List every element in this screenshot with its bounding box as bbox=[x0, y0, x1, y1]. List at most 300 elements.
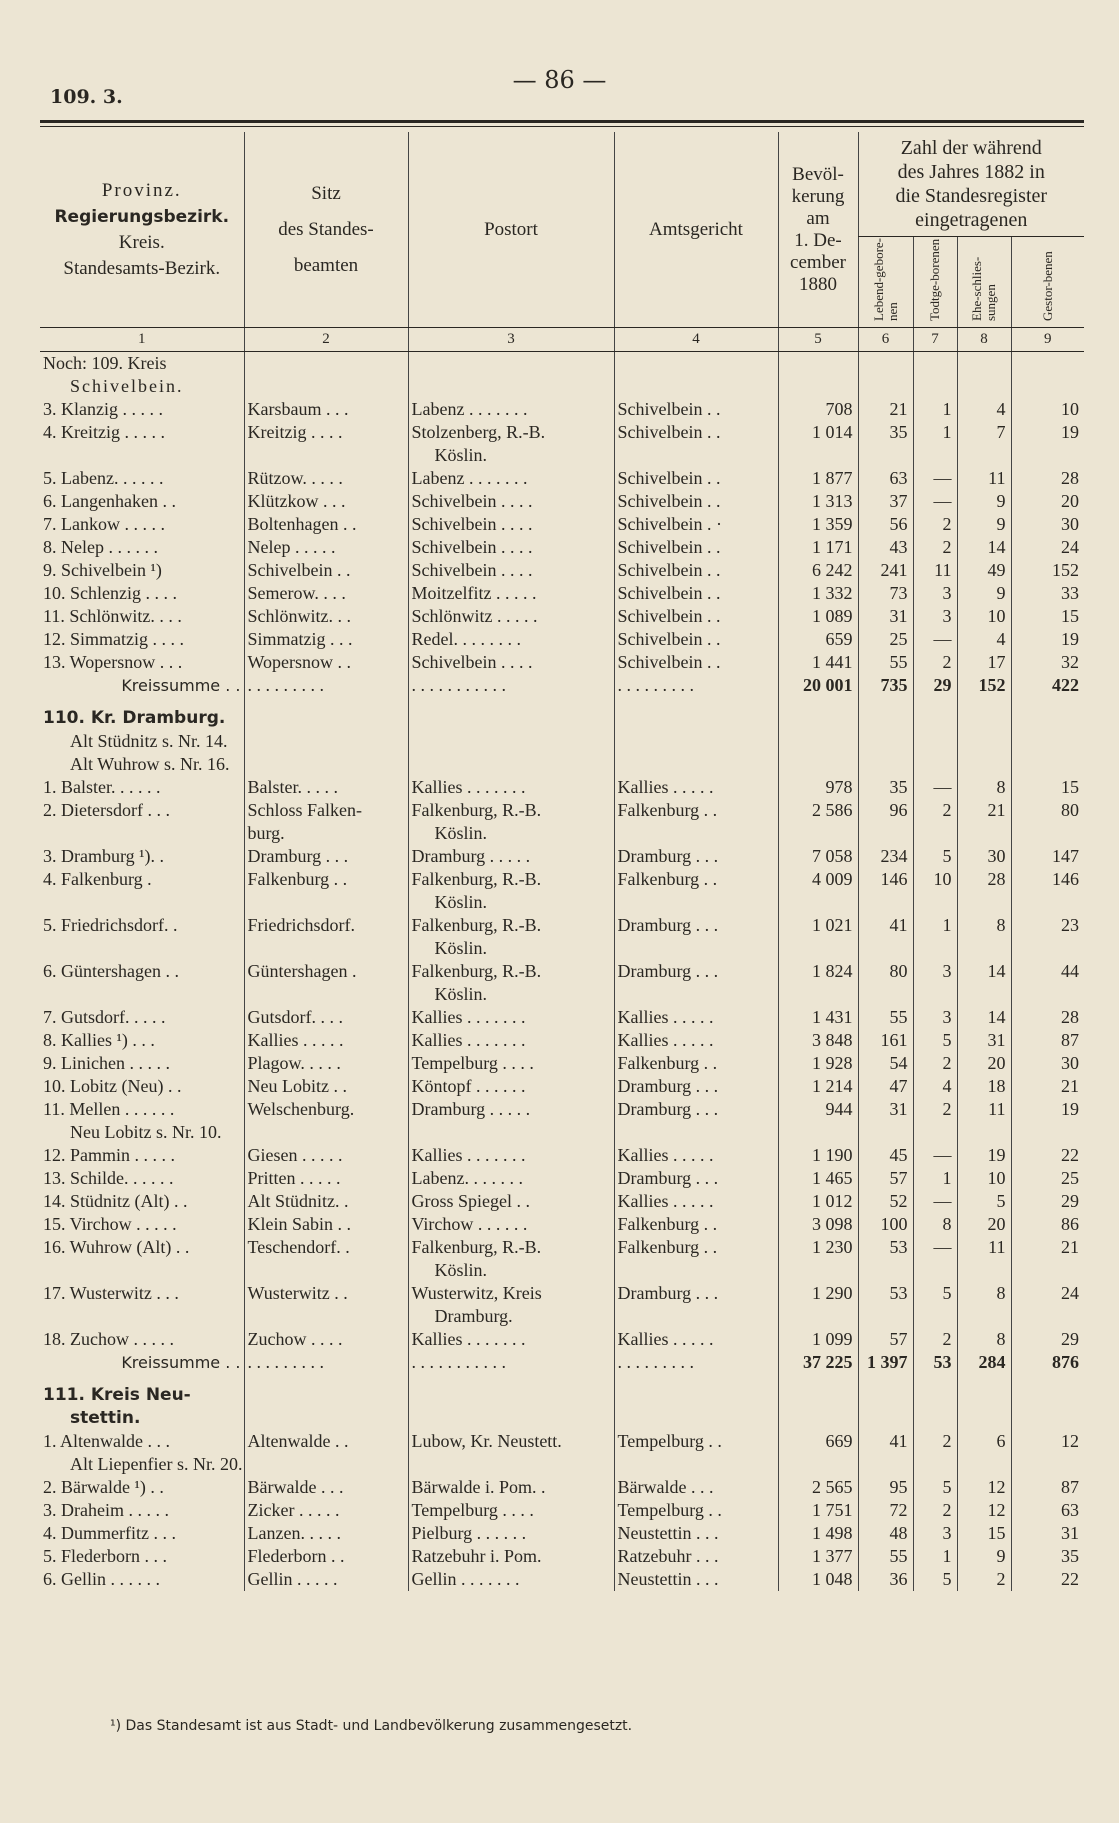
cell-8 bbox=[957, 1259, 1011, 1282]
cell-1: 12. Simmatzig . . . . bbox=[43, 629, 184, 649]
cell-1: 13. Schilde. . . . . . bbox=[43, 1168, 174, 1188]
cell-6: 57 bbox=[858, 1167, 913, 1190]
heading-row bbox=[40, 753, 1084, 776]
spacer-cell bbox=[1011, 1374, 1084, 1384]
table-row bbox=[40, 960, 1084, 983]
cell-6: 53 bbox=[858, 1236, 913, 1259]
heading-row bbox=[40, 730, 1084, 753]
cell-6: 45 bbox=[858, 1144, 913, 1167]
cell-8: 5 bbox=[957, 1190, 1011, 1213]
cell-8: 19 bbox=[957, 1144, 1011, 1167]
cell-7: 3 bbox=[913, 1006, 957, 1029]
cell-3: Köslin. bbox=[408, 983, 614, 1006]
cell-3: Dramburg. bbox=[408, 1305, 614, 1328]
cell-8 bbox=[957, 1407, 1011, 1430]
cell-1: 2. Bärwalde ¹) . . bbox=[43, 1477, 164, 1497]
table-row bbox=[40, 1499, 1084, 1522]
cell-9 bbox=[1011, 730, 1084, 753]
cell-9: 28 bbox=[1011, 1006, 1084, 1029]
cell-2 bbox=[244, 937, 408, 960]
cell-2: Kallies . . . . . bbox=[244, 1029, 408, 1052]
cell-9 bbox=[1011, 1453, 1084, 1476]
cell-6: 241 bbox=[858, 559, 913, 582]
cell-4 bbox=[614, 730, 778, 753]
cell-8: 12 bbox=[957, 1499, 1011, 1522]
cell-2: Pritten . . . . . bbox=[244, 1167, 408, 1190]
cell-8: 6 bbox=[957, 1430, 1011, 1453]
cell-8: 4 bbox=[957, 398, 1011, 421]
header-sitz: Sitz bbox=[311, 182, 341, 204]
spacer-cell bbox=[957, 697, 1011, 707]
cell-9: 22 bbox=[1011, 1144, 1084, 1167]
continuation-row bbox=[40, 1259, 1084, 1282]
cell-2: Kreitzig . . . . bbox=[244, 421, 408, 444]
cell-1: 2. Dietersdorf . . . bbox=[43, 800, 170, 820]
cell-5: 3 848 bbox=[778, 1029, 858, 1052]
cell-5: 6 242 bbox=[778, 559, 858, 582]
table-row bbox=[40, 536, 1084, 559]
cell-5: 1 751 bbox=[778, 1499, 858, 1522]
cell-2: Semerow. . . . bbox=[244, 582, 408, 605]
cell-1: 5. Labenz. . . . . . bbox=[43, 468, 164, 488]
table-row bbox=[40, 1328, 1084, 1351]
continuation-row bbox=[40, 444, 1084, 467]
cell-7 bbox=[913, 1407, 957, 1430]
cell-1: Alt Liepenfier s. Nr. 20. bbox=[70, 1454, 243, 1474]
cell-6: 73 bbox=[858, 582, 913, 605]
cell-5: 1 498 bbox=[778, 1522, 858, 1545]
cell-1: Kreissumme . . bbox=[121, 676, 241, 695]
cell-1: 17. Wusterwitz . . . bbox=[43, 1283, 179, 1303]
cell-8 bbox=[957, 730, 1011, 753]
cell-4 bbox=[614, 1305, 778, 1328]
cell-9: 33 bbox=[1011, 582, 1084, 605]
cell-7 bbox=[913, 352, 957, 376]
cell-7: — bbox=[913, 1144, 957, 1167]
cell-4: Tempelburg . . bbox=[614, 1430, 778, 1453]
cell-2: burg. bbox=[244, 822, 408, 845]
cell-1: 16. Wuhrow (Alt) . . bbox=[43, 1237, 190, 1257]
cell-7 bbox=[913, 1121, 957, 1144]
cell-9 bbox=[1011, 937, 1084, 960]
cell-5: 1 014 bbox=[778, 421, 858, 444]
cell-7: 3 bbox=[913, 582, 957, 605]
cell-7: 4 bbox=[913, 1075, 957, 1098]
cell-9 bbox=[1011, 753, 1084, 776]
cell-3: . . . . . . . . . . . bbox=[408, 674, 614, 697]
header-beamten: beamten bbox=[293, 254, 359, 276]
cell-5: 2 586 bbox=[778, 799, 858, 822]
cell-6: 80 bbox=[858, 960, 913, 983]
cell-7: — bbox=[913, 1190, 957, 1213]
cell-5 bbox=[778, 375, 858, 398]
cell-7: 2 bbox=[913, 536, 957, 559]
cell-9 bbox=[1011, 1259, 1084, 1282]
table-row bbox=[40, 513, 1084, 536]
cell-5: 3 098 bbox=[778, 1213, 858, 1236]
cell-9: 12 bbox=[1011, 1430, 1084, 1453]
table-row bbox=[40, 559, 1084, 582]
cell-1: 3. Dramburg ¹). . bbox=[43, 846, 165, 866]
cell-1: Neu Lobitz s. Nr. 10. bbox=[70, 1122, 222, 1142]
header-amtsgericht: Amtsgericht bbox=[614, 132, 778, 328]
cell-1: 15. Virchow . . . . . bbox=[43, 1214, 177, 1234]
cell-6: 63 bbox=[858, 467, 913, 490]
cell-7: 53 bbox=[913, 1351, 957, 1374]
cell-7: 1 bbox=[913, 398, 957, 421]
page-number: — 86 — bbox=[512, 66, 607, 94]
cell-9 bbox=[1011, 352, 1084, 376]
cell-4: Falkenburg . . bbox=[614, 1213, 778, 1236]
cell-9: 15 bbox=[1011, 605, 1084, 628]
cell-3 bbox=[408, 375, 614, 398]
cell-8: 8 bbox=[957, 914, 1011, 937]
cell-3: Labenz. . . . . . . bbox=[408, 1167, 614, 1190]
cell-7: — bbox=[913, 490, 957, 513]
header-col-1 bbox=[40, 132, 244, 328]
cell-6 bbox=[858, 1384, 913, 1407]
colnum-7: 7 bbox=[913, 328, 957, 352]
cell-3: Kallies . . . . . . . bbox=[408, 776, 614, 799]
cell-8: 152 bbox=[957, 674, 1011, 697]
cell-5: 1 313 bbox=[778, 490, 858, 513]
cell-6: 41 bbox=[858, 1430, 913, 1453]
colnum-5: 5 bbox=[778, 328, 858, 352]
cell-3: Falkenburg, R.-B. bbox=[408, 799, 614, 822]
cell-5: 978 bbox=[778, 776, 858, 799]
cell-6 bbox=[858, 375, 913, 398]
cell-6 bbox=[858, 753, 913, 776]
cell-6: 37 bbox=[858, 490, 913, 513]
cell-8: 10 bbox=[957, 1167, 1011, 1190]
cell-5: 1 332 bbox=[778, 582, 858, 605]
cell-1: 13. Wopersnow . . . bbox=[43, 652, 183, 672]
cell-4: Kallies . . . . . bbox=[614, 1006, 778, 1029]
cell-1: 4. Kreitzig . . . . . bbox=[43, 422, 165, 442]
colnum-6: 6 bbox=[858, 328, 913, 352]
table-row bbox=[40, 1430, 1084, 1453]
cell-3: Labenz . . . . . . . bbox=[408, 467, 614, 490]
table-row bbox=[40, 868, 1084, 891]
continuation-row bbox=[40, 822, 1084, 845]
cell-2: Welschenburg. bbox=[244, 1098, 408, 1121]
cell-1: 11. Mellen . . . . . . bbox=[43, 1099, 175, 1119]
cell-4: Dramburg . . . bbox=[614, 1282, 778, 1305]
cell-4: Schivelbein . . bbox=[614, 490, 778, 513]
cell-7 bbox=[913, 444, 957, 467]
cell-1: 7. Gutsdorf. . . . . bbox=[43, 1007, 166, 1027]
cell-4: Dramburg . . . bbox=[614, 1098, 778, 1121]
header-bevoel-2: kerung bbox=[791, 185, 845, 207]
cell-2: Wusterwitz . . bbox=[244, 1282, 408, 1305]
table-row bbox=[40, 799, 1084, 822]
cell-9: 86 bbox=[1011, 1213, 1084, 1236]
cell-9: 44 bbox=[1011, 960, 1084, 983]
cell-5: 1 441 bbox=[778, 651, 858, 674]
spacer-cell bbox=[778, 697, 858, 707]
cell-1: 5. Friedrichsdorf. . bbox=[43, 915, 178, 935]
table-row bbox=[40, 1167, 1084, 1190]
cell-4 bbox=[614, 707, 778, 730]
cell-8: 14 bbox=[957, 536, 1011, 559]
cell-4: Kallies . . . . . bbox=[614, 1328, 778, 1351]
cell-8: 8 bbox=[957, 776, 1011, 799]
cell-4 bbox=[614, 1384, 778, 1407]
cell-7: — bbox=[913, 467, 957, 490]
header-eheschliessungen bbox=[957, 237, 1011, 328]
cell-2: Altenwalde . . bbox=[244, 1430, 408, 1453]
cell-9: 152 bbox=[1011, 559, 1084, 582]
cell-1: 1. Altenwalde . . . bbox=[43, 1431, 170, 1451]
cell-7 bbox=[913, 822, 957, 845]
cell-8: 21 bbox=[957, 799, 1011, 822]
cell-1: 9. Linichen . . . . . bbox=[43, 1053, 170, 1073]
table-row bbox=[40, 1190, 1084, 1213]
header-des-standes: des Standes- bbox=[278, 218, 374, 240]
cell-2: Flederborn . . bbox=[244, 1545, 408, 1568]
section-number: 109. 3. bbox=[50, 86, 123, 108]
cell-1: 3. Klanzig . . . . . bbox=[43, 399, 163, 419]
cell-2 bbox=[244, 730, 408, 753]
cell-3: Falkenburg, R.-B. bbox=[408, 1236, 614, 1259]
cell-3: Köslin. bbox=[408, 891, 614, 914]
colnum-4: 4 bbox=[614, 328, 778, 352]
cell-4: Falkenburg . . bbox=[614, 1052, 778, 1075]
cell-5: 1 171 bbox=[778, 536, 858, 559]
cell-4 bbox=[614, 1453, 778, 1476]
cell-3 bbox=[408, 1121, 614, 1144]
cell-7: 1 bbox=[913, 1167, 957, 1190]
cell-7: 11 bbox=[913, 559, 957, 582]
cell-3: Kallies . . . . . . . bbox=[408, 1328, 614, 1351]
cell-4: Kallies . . . . . bbox=[614, 776, 778, 799]
cell-7 bbox=[913, 730, 957, 753]
cell-2: Klein Sabin . . bbox=[244, 1213, 408, 1236]
cell-3: Kallies . . . . . . . bbox=[408, 1029, 614, 1052]
cell-8: 14 bbox=[957, 960, 1011, 983]
cell-6: 95 bbox=[858, 1476, 913, 1499]
cell-5 bbox=[778, 753, 858, 776]
cell-9: 19 bbox=[1011, 1098, 1084, 1121]
cell-6: 100 bbox=[858, 1213, 913, 1236]
cell-1: 111. Kreis Neu- bbox=[43, 1385, 191, 1405]
cell-3: Bärwalde i. Pom. . bbox=[408, 1476, 614, 1499]
cell-6: 56 bbox=[858, 513, 913, 536]
header-lebendgeborene bbox=[858, 237, 913, 328]
header-standesamts-bezirk: Standesamts-Bezirk. bbox=[63, 257, 221, 279]
cell-9: 31 bbox=[1011, 1522, 1084, 1545]
cell-9 bbox=[1011, 375, 1084, 398]
cell-8: 20 bbox=[957, 1052, 1011, 1075]
cell-5: 1 431 bbox=[778, 1006, 858, 1029]
header-row bbox=[40, 132, 1084, 237]
cell-9: 19 bbox=[1011, 628, 1084, 651]
cell-6 bbox=[858, 937, 913, 960]
sum-row bbox=[40, 1351, 1084, 1374]
cell-6: 55 bbox=[858, 1545, 913, 1568]
cell-9 bbox=[1011, 707, 1084, 730]
spacer-cell bbox=[858, 697, 913, 707]
cell-5: 944 bbox=[778, 1098, 858, 1121]
cell-2: Balster. . . . . bbox=[244, 776, 408, 799]
cell-2: . . . . . . . . . bbox=[244, 1351, 408, 1374]
table-row bbox=[40, 398, 1084, 421]
cell-8: 28 bbox=[957, 868, 1011, 891]
cell-3 bbox=[408, 1453, 614, 1476]
cell-1: 5. Flederborn . . . bbox=[43, 1546, 167, 1566]
cell-1: 9. Schivelbein ¹) bbox=[43, 560, 162, 580]
cell-4 bbox=[614, 1121, 778, 1144]
cell-7: 2 bbox=[913, 1098, 957, 1121]
heading-row bbox=[40, 1407, 1084, 1430]
spacer-cell bbox=[408, 697, 614, 707]
cell-3: Labenz . . . . . . . bbox=[408, 398, 614, 421]
cell-5: 1 012 bbox=[778, 1190, 858, 1213]
spacer-cell bbox=[858, 1374, 913, 1384]
top-rule bbox=[40, 120, 1084, 123]
colnum-9: 9 bbox=[1011, 328, 1084, 352]
cell-5: 20 001 bbox=[778, 674, 858, 697]
cell-2: Güntershagen . bbox=[244, 960, 408, 983]
cell-2 bbox=[244, 891, 408, 914]
cell-6: 735 bbox=[858, 674, 913, 697]
table-row bbox=[40, 1006, 1084, 1029]
cell-3: Falkenburg, R.-B. bbox=[408, 960, 614, 983]
cell-2: Giesen . . . . . bbox=[244, 1144, 408, 1167]
cell-7 bbox=[913, 707, 957, 730]
table-row bbox=[40, 1144, 1084, 1167]
header-provinz: Provinz. bbox=[101, 179, 182, 201]
cell-1: 4. Falkenburg . bbox=[43, 869, 152, 889]
cell-2 bbox=[244, 444, 408, 467]
header-kreis: Kreis. bbox=[118, 231, 165, 253]
cell-4: Schivelbein . · bbox=[614, 513, 778, 536]
cell-7: 2 bbox=[913, 513, 957, 536]
cell-2 bbox=[244, 352, 408, 376]
cell-5: 1 021 bbox=[778, 914, 858, 937]
cell-7: 1 bbox=[913, 421, 957, 444]
cell-9 bbox=[1011, 1407, 1084, 1430]
table-row bbox=[40, 490, 1084, 513]
header-bevoel-3: am bbox=[806, 207, 830, 229]
cell-2 bbox=[244, 753, 408, 776]
table-row bbox=[40, 1236, 1084, 1259]
cell-1: 12. Pammin . . . . . bbox=[43, 1145, 176, 1165]
cell-2: Friedrichsdorf. bbox=[244, 914, 408, 937]
cell-6: 55 bbox=[858, 1006, 913, 1029]
cell-3: Wusterwitz, Kreis bbox=[408, 1282, 614, 1305]
cell-6: 31 bbox=[858, 1098, 913, 1121]
cell-8 bbox=[957, 707, 1011, 730]
cell-3 bbox=[408, 730, 614, 753]
cell-3: Schlönwitz . . . . . bbox=[408, 605, 614, 628]
cell-9: 22 bbox=[1011, 1568, 1084, 1591]
cell-5 bbox=[778, 983, 858, 1006]
cell-8: 9 bbox=[957, 490, 1011, 513]
cell-5 bbox=[778, 1453, 858, 1476]
cell-1 bbox=[40, 891, 244, 914]
cell-2: Alt Stüdnitz. . bbox=[244, 1190, 408, 1213]
top-rule-thin bbox=[40, 126, 1084, 127]
cell-7: 1 bbox=[913, 1545, 957, 1568]
cell-9: 30 bbox=[1011, 513, 1084, 536]
cell-7: 29 bbox=[913, 674, 957, 697]
header-regierungsbezirk: Regierungsbezirk. bbox=[54, 206, 230, 227]
cell-8: 11 bbox=[957, 1236, 1011, 1259]
cell-3: Köslin. bbox=[408, 822, 614, 845]
cell-1: Alt Stüdnitz s. Nr. 14. bbox=[70, 731, 228, 751]
cell-4 bbox=[614, 352, 778, 376]
cell-4: Schivelbein . . bbox=[614, 559, 778, 582]
cell-2: Schivelbein . . bbox=[244, 559, 408, 582]
cell-5: 1 048 bbox=[778, 1568, 858, 1591]
cell-8 bbox=[957, 375, 1011, 398]
cell-5: 4 009 bbox=[778, 868, 858, 891]
cell-5 bbox=[778, 352, 858, 376]
cell-1: 8. Nelep . . . . . . bbox=[43, 537, 158, 557]
cell-9: 10 bbox=[1011, 398, 1084, 421]
cell-4: Falkenburg . . bbox=[614, 1236, 778, 1259]
cell-1: 8. Kallies ¹) . . . bbox=[43, 1030, 155, 1050]
cell-7: — bbox=[913, 628, 957, 651]
cell-6: 55 bbox=[858, 651, 913, 674]
cell-2: Simmatzig . . . bbox=[244, 628, 408, 651]
header-group-3: die Standesregister bbox=[895, 185, 1048, 207]
header-bevoel-5: cember bbox=[790, 251, 846, 273]
cell-4: Neustettin . . . bbox=[614, 1568, 778, 1591]
cell-8: 10 bbox=[957, 605, 1011, 628]
cell-9: 422 bbox=[1011, 674, 1084, 697]
header-group bbox=[858, 132, 1084, 237]
cell-2 bbox=[244, 1453, 408, 1476]
cell-4 bbox=[614, 983, 778, 1006]
cell-3: Schivelbein . . . . bbox=[408, 490, 614, 513]
heading-row bbox=[40, 1384, 1084, 1407]
cell-1: 6. Langenhaken . . bbox=[43, 491, 176, 511]
cell-8 bbox=[957, 891, 1011, 914]
cell-3 bbox=[408, 707, 614, 730]
cell-6 bbox=[858, 1121, 913, 1144]
cell-3: Dramburg . . . . . bbox=[408, 1098, 614, 1121]
cell-8: 284 bbox=[957, 1351, 1011, 1374]
continuation-row bbox=[40, 937, 1084, 960]
cell-9: 25 bbox=[1011, 1167, 1084, 1190]
spacer-cell bbox=[614, 697, 778, 707]
cell-2: Dramburg . . . bbox=[244, 845, 408, 868]
cell-6 bbox=[858, 1305, 913, 1328]
table-row bbox=[40, 467, 1084, 490]
header-bevoelkerung bbox=[778, 132, 858, 328]
cell-6: 21 bbox=[858, 398, 913, 421]
table-row bbox=[40, 776, 1084, 799]
cell-7: 5 bbox=[913, 1568, 957, 1591]
cell-3: Köslin. bbox=[408, 1259, 614, 1282]
cell-8 bbox=[957, 1384, 1011, 1407]
cell-4: Falkenburg . . bbox=[614, 868, 778, 891]
cell-9: 146 bbox=[1011, 868, 1084, 891]
cell-4: Kallies . . . . . bbox=[614, 1190, 778, 1213]
colnum-1: 1 bbox=[40, 328, 244, 352]
cell-5 bbox=[778, 1259, 858, 1282]
cell-9 bbox=[1011, 983, 1084, 1006]
cell-5: 1 877 bbox=[778, 467, 858, 490]
table-row bbox=[40, 1282, 1084, 1305]
cell-2: Zicker . . . . . bbox=[244, 1499, 408, 1522]
cell-4 bbox=[614, 375, 778, 398]
cell-5: 1 928 bbox=[778, 1052, 858, 1075]
cell-8 bbox=[957, 1121, 1011, 1144]
header-bevoel-6: 1880 bbox=[799, 273, 837, 295]
